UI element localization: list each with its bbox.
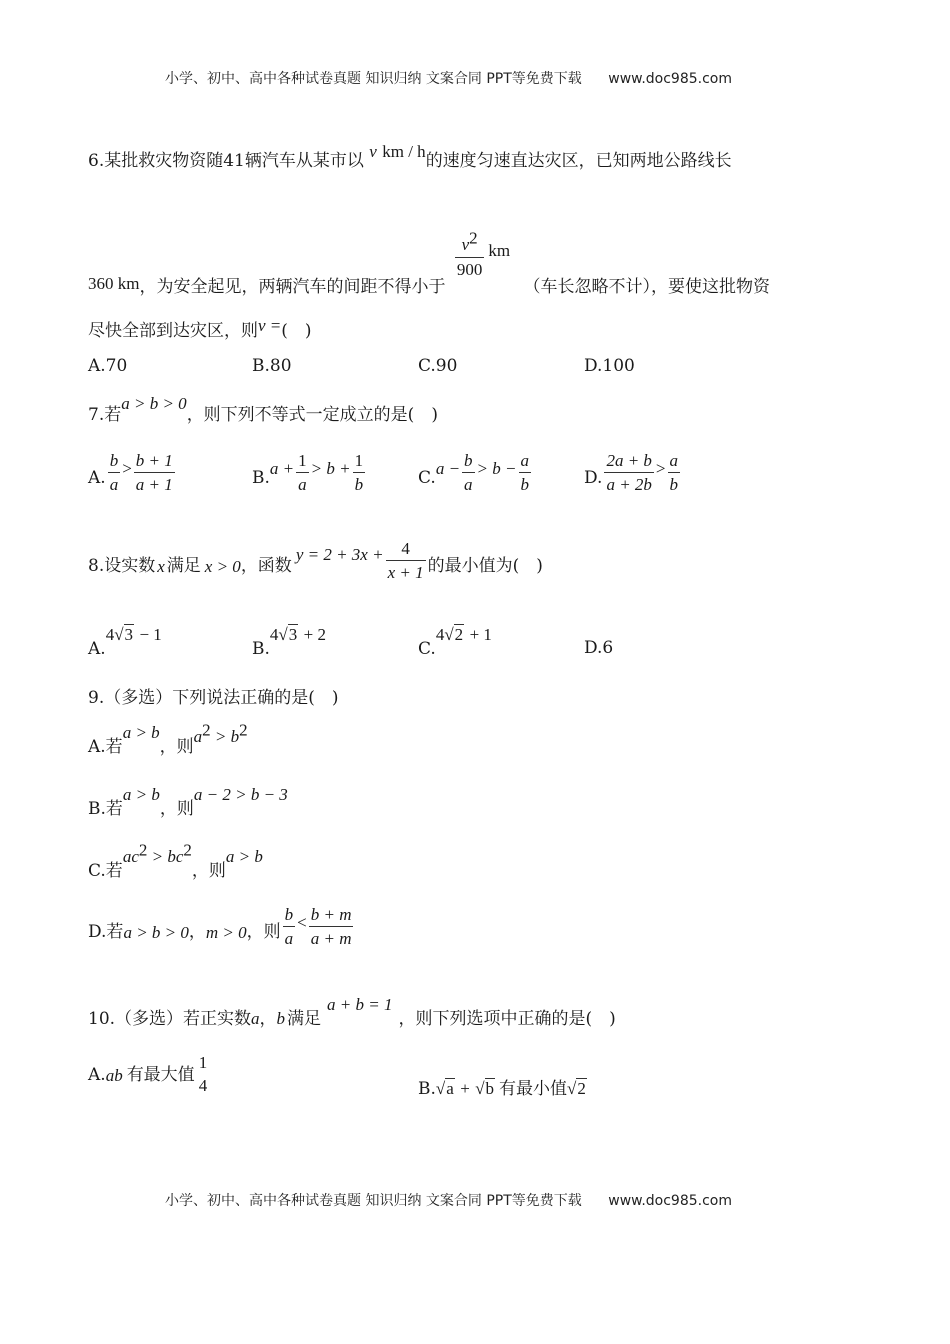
question-6-line-1 (88, 142, 732, 171)
question-10-option-a[interactable]: A. ab 有最大值 1 4 (88, 1053, 208, 1095)
option-a[interactable]: A.4√3 − 1 (88, 625, 162, 659)
condition: a > b > 0 (121, 394, 187, 413)
spacing-fraction: $\frac{v^2}{900}$ (456, 228, 483, 279)
question-7-options (88, 452, 848, 502)
question-text: 某批救灾物资随41辆汽车从某市以 (104, 151, 364, 171)
question-6-line-3 (88, 316, 312, 341)
question-7-stem: 7.若a > b > 0，则下列不等式一定成立的是( ) (88, 394, 438, 425)
option-a[interactable]: A. $\frac{b}{a}$ > $\frac{b + 1}{a + 1}$ (88, 451, 173, 494)
question-8-stem: 8. 设实数 x 满足 x > 0 ，函数 y = 2 + 3x + $\frac{4}{x + 1}$ 的最小值为( ) (88, 539, 543, 582)
v-equals: v = (258, 316, 282, 335)
question-text: ，为安全起见，两辆汽车的间距不得小于 (139, 276, 446, 297)
speed-expression: v km / h (369, 142, 426, 161)
question-9-option-c[interactable]: C.若$ac^2 > bc^2$，则a > b (88, 840, 263, 881)
option-c[interactable]: C.4√2 + 1 (418, 625, 492, 659)
function-fraction: $\frac{4}{x + 1}$ (387, 539, 424, 582)
header-site-link[interactable]: www.doc985.com (608, 71, 732, 87)
footer-text: 小学、初中、高中各种试卷真题 知识归纳 文案合同 PPT等免费下载 (165, 1193, 582, 1209)
question-6-line-2 (88, 228, 771, 297)
footer-site-link[interactable]: www.doc985.com (608, 1193, 732, 1209)
question-text: 尽快全部到达灾区，则 (88, 321, 258, 341)
option-a[interactable]: A.70 (88, 356, 128, 376)
option-d[interactable]: D.6 (584, 638, 614, 658)
option-b[interactable]: B.80 (252, 356, 292, 376)
option-c[interactable]: C. a − $\frac{b}{a}$ > b − $\frac{a}{b}$ (418, 451, 529, 494)
question-9-option-d[interactable]: D.若 a > b > 0 ， m > 0 ，则 $\frac{b}{a}$ < $\frac{b + m}{a + m}$ (88, 905, 352, 948)
question-9-option-a[interactable]: A.若a > b，则$a^2 > b^2$ (88, 720, 248, 757)
distance-value: 360 km (88, 273, 140, 293)
question-9-stem: 9.（多选）下列说法正确的是( ) (88, 688, 339, 708)
answer-paren: ( ) (281, 321, 312, 341)
option-d[interactable]: D. $\frac{2a + b}{a + 2b}$ > $\frac{a}{b}$ (584, 451, 679, 494)
option-b[interactable]: B.4√3 + 2 (252, 625, 326, 659)
page-footer (165, 1194, 732, 1208)
question-text: 的速度匀速直达灾区，已知两地公路线长 (425, 151, 732, 171)
page-header (165, 72, 732, 86)
option-c[interactable]: C.90 (418, 356, 458, 376)
question-10-option-b[interactable]: B.√a + √b 有最小值√2 (418, 1079, 586, 1099)
header-text: 小学、初中、高中各种试卷真题 知识归纳 文案合同 PPT等免费下载 (165, 71, 582, 87)
option-b[interactable]: B. a + $\frac{1}{a}$ > b + $\frac{1}{b}$ (252, 451, 364, 494)
question-number: 6. (88, 151, 105, 171)
function-expression: y = 2 + 3x + (295, 545, 384, 564)
question-text: （车长忽略不计），要使这批物资 (523, 276, 771, 297)
option-d[interactable]: D.100 (584, 356, 635, 376)
question-9-option-b[interactable]: B.若a > b，则a − 2 > b − 3 (88, 785, 288, 819)
question-10-stem: 10.（多选）若正实数a，b 满足a + b = 1，则下列选项中正确的是( ) (88, 995, 616, 1029)
question-8-options (88, 625, 848, 659)
spacing-unit: km (488, 240, 511, 260)
